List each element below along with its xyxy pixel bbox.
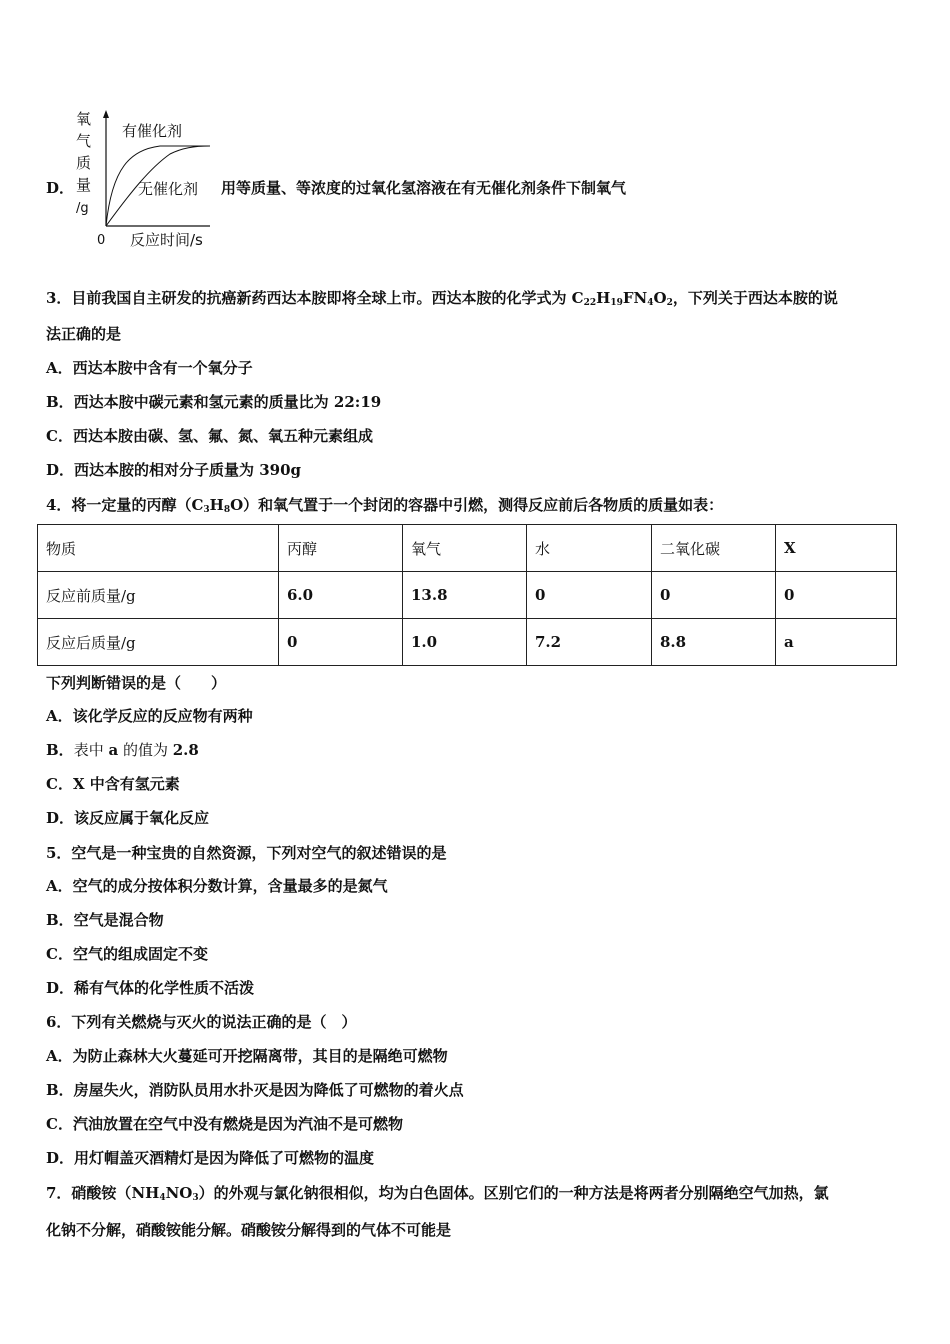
table-row-after [38,619,897,666]
q3-option-b: B．西达本胺中碳元素和氢元素的质量比为 22:19 [46,393,382,411]
table-cell: 二氧化碳 [652,525,776,572]
table-cell: 6.0 [279,572,403,619]
table-cell: 氧气 [403,525,527,572]
q6-option-d: D．用灯帽盖灭酒精灯是因为降低了可燃物的温度 [46,1149,375,1167]
table-cell: 反应后质量/g [38,619,279,666]
catalyst-graph [70,108,220,250]
table-row-before [38,572,897,619]
q5-option-d: D．稀有气体的化学性质不活泼 [46,979,255,997]
q6-option-c: C．汽油放置在空气中没有燃烧是因为汽油不是可燃物 [46,1115,403,1133]
q7-stem-line2: 化钠不分解，硝酸铵能分解。硝酸铵分解得到的气体不可能是 [46,1221,452,1239]
q3-option-a: A．西达本胺中含有一个氧分子 [46,359,253,377]
q5-option-c: C．空气的组成固定不变 [46,945,208,963]
table-row-header [38,525,897,572]
table-cell: 13.8 [403,572,527,619]
q6-option-b: B．房屋失火，消防队员用水扑灭是因为降低了可燃物的着火点 [46,1081,464,1099]
table-cell: 水 [527,525,652,572]
table-cell: 反应前质量/g [38,572,279,619]
q5-option-b: B．空气是混合物 [46,911,164,929]
q6-option-a: A．为防止森林大火蔓延可开挖隔离带，其目的是隔绝可燃物 [46,1047,448,1065]
table-cell: 1.0 [403,619,527,666]
q3-stem: 3．目前我国自主研发的抗癌新药西达本胺即将全球上市。西达本胺的化学式为 $C_{22}H_{19}FN_4O_2$，下列关于西达本胺的说 [46,289,838,308]
y-label-1: 氧 [76,110,92,128]
q4-option-a: A．该化学反应的反应物有两种 [46,707,253,725]
curve-without-catalyst-label: 无催化剂 [138,180,199,198]
table-cell: 8.8 [652,619,776,666]
x-axis-label: 反应时间/s [130,231,203,249]
curve-with-catalyst-label: 有催化剂 [122,122,183,140]
table-cell: 0 [279,619,403,666]
q4-question: 下列判断错误的是（ ） [46,674,227,692]
mass-table [37,524,897,666]
q4-option-d: D．该反应属于氧化反应 [46,809,210,827]
y-label-5: /g [76,201,89,216]
graph-origin: 0 [97,233,106,248]
table-cell: 0 [652,572,776,619]
table-cell: X [776,525,897,572]
q4-stem: 4．将一定量的丙醇$(C_3H_8O)$和氧气置于一个封闭的容器中引燃，测得反应前后各物质的质量如表： [46,496,724,515]
q4-option-b: B．表中 a 的值为 2.8 [46,741,199,759]
y-label-4: 量 [76,176,92,194]
q4-option-c: C．X 中含有氢元素 [46,775,180,793]
q2-option-d-text: 用等质量、等浓度的过氧化氢溶液在有无催化剂条件下制氧气 [221,179,627,197]
table-cell: 丙醇 [279,525,403,572]
table-cell: 0 [527,572,652,619]
y-label-2: 气 [76,132,92,150]
q5-option-a: A．空气的成分按体积分数计算，含量最多的是氮气 [46,877,388,895]
q3-option-c: C．西达本胺由碳、氢、氟、氮、氧五种元素组成 [46,427,373,445]
table-cell: 7.2 [527,619,652,666]
q6-stem: 6．下列有关燃烧与灭火的说法正确的是（ ） [46,1013,357,1031]
q7-stem: 7．硝酸铵$(NH_4NO_3)$的外观与氯化钠很相似，均为白色固体。区别它们的一种方法是将两者分别隔绝空气加热，氯 [46,1184,829,1203]
table-cell: 物质 [38,525,279,572]
y-label-3: 质 [76,154,92,172]
q3-stem-line2: 法正确的是 [46,325,122,343]
table-cell: a [776,619,897,666]
q2-option-d-label: D． [46,179,75,197]
table-cell: 0 [776,572,897,619]
y-axis-arrow [103,110,109,118]
q3-option-d: D．西达本胺的相对分子质量为 390g [46,461,302,479]
q5-stem: 5．空气是一种宝贵的自然资源，下列对空气的叙述错误的是 [46,844,447,862]
